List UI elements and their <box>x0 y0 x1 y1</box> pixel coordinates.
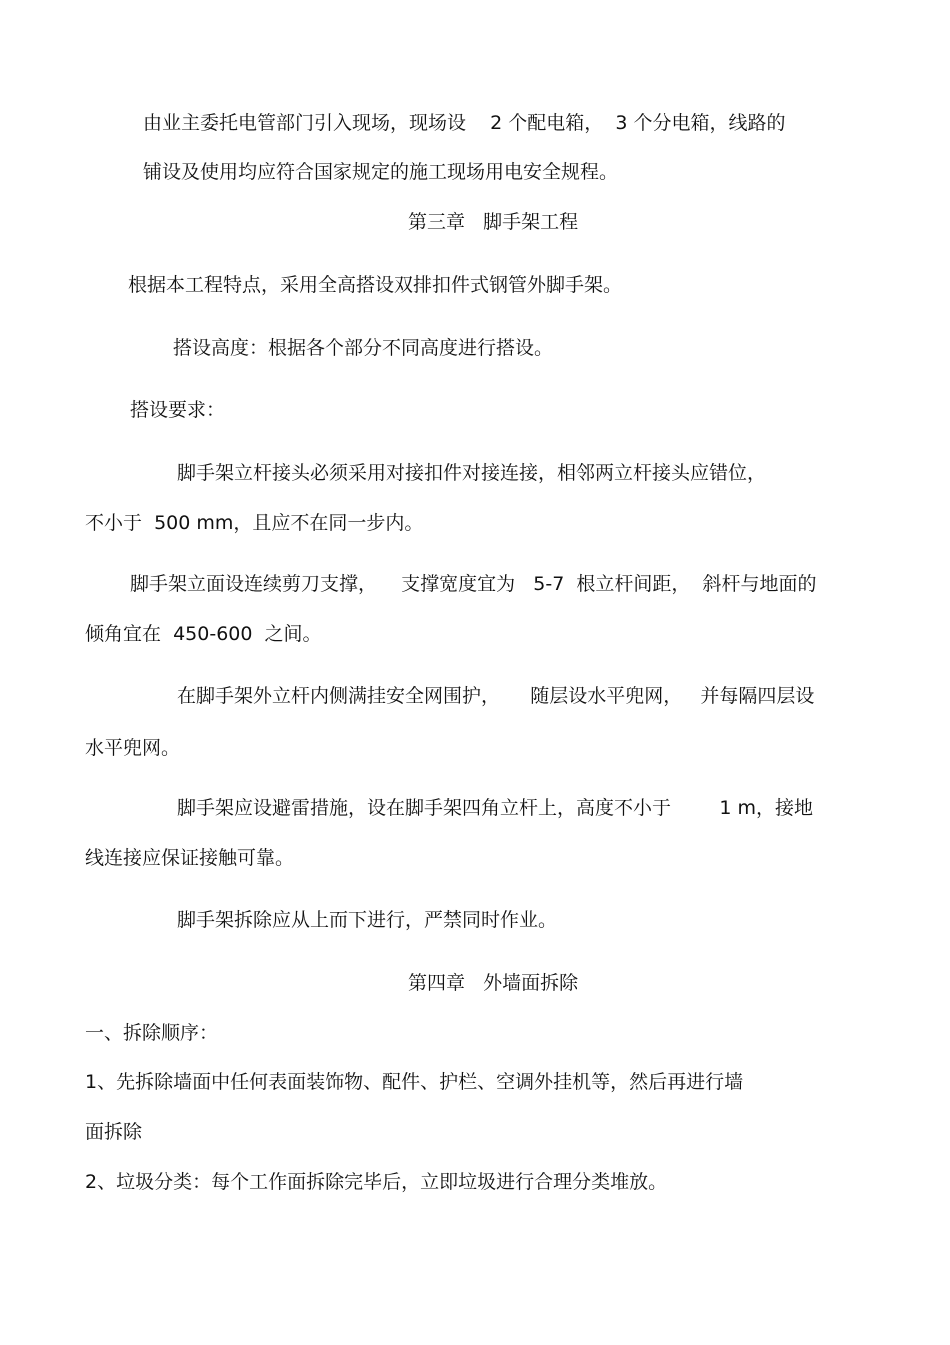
ch3-paragraph-5-line-2: 倾角宜在 450-600 之间。 <box>85 623 322 645</box>
ch3-paragraph-7-line-1: 脚手架应设避雷措施，设在脚手架四角立杆上，高度不小于 1 m，接地 <box>177 797 813 819</box>
ch3-paragraph-4-line-2: 不小于 500 mm，且应不在同一步内。 <box>85 512 424 534</box>
ch3-paragraph-1: 根据本工程特点，采用全高搭设双排扣件式钢管外脚手架。 <box>128 274 623 296</box>
chapter-4-heading: 第四章 外墙面拆除 <box>408 972 579 994</box>
intro-line-1: 由业主委托电管部门引入现场，现场设 2 个配电箱， 3 个分电箱，线路的 <box>143 112 786 134</box>
ch3-paragraph-7-line-2: 线连接应保证接触可靠。 <box>85 847 295 869</box>
ch3-paragraph-3: 搭设要求： <box>130 399 226 421</box>
ch4-section-2-line-2: 面拆除 <box>85 1121 143 1143</box>
ch4-section-1: 一、拆除顺序： <box>85 1022 219 1044</box>
ch3-paragraph-6-line-1: 在脚手架外立杆内侧满挂安全网围护， 随层设水平兜网， 并每隔四层设 <box>177 685 815 707</box>
ch3-paragraph-6-line-2: 水平兜网。 <box>85 737 181 759</box>
ch4-section-3: 2、垃圾分类：每个工作面拆除完毕后，立即垃圾进行合理分类堆放。 <box>85 1171 668 1193</box>
ch3-paragraph-5-line-1: 脚手架立面设连续剪刀支撑， 支撑宽度宜为 5-7 根立杆间距， 斜杆与地面的 <box>130 573 817 595</box>
ch4-section-2-line-1: 1、先拆除墙面中任何表面装饰物、配件、护栏、空调外挂机等，然后再进行墙 <box>85 1071 744 1093</box>
ch3-paragraph-4-line-1: 脚手架立杆接头必须采用对接扣件对接连接，相邻两立杆接头应错位， <box>177 462 767 484</box>
ch3-paragraph-2: 搭设高度：根据各个部分不同高度进行搭设。 <box>173 337 554 359</box>
intro-line-2: 铺设及使用均应符合国家规定的施工现场用电安全规程。 <box>143 161 619 183</box>
ch3-paragraph-8: 脚手架拆除应从上而下进行，严禁同时作业。 <box>177 909 558 931</box>
chapter-3-heading: 第三章 脚手架工程 <box>408 211 579 233</box>
